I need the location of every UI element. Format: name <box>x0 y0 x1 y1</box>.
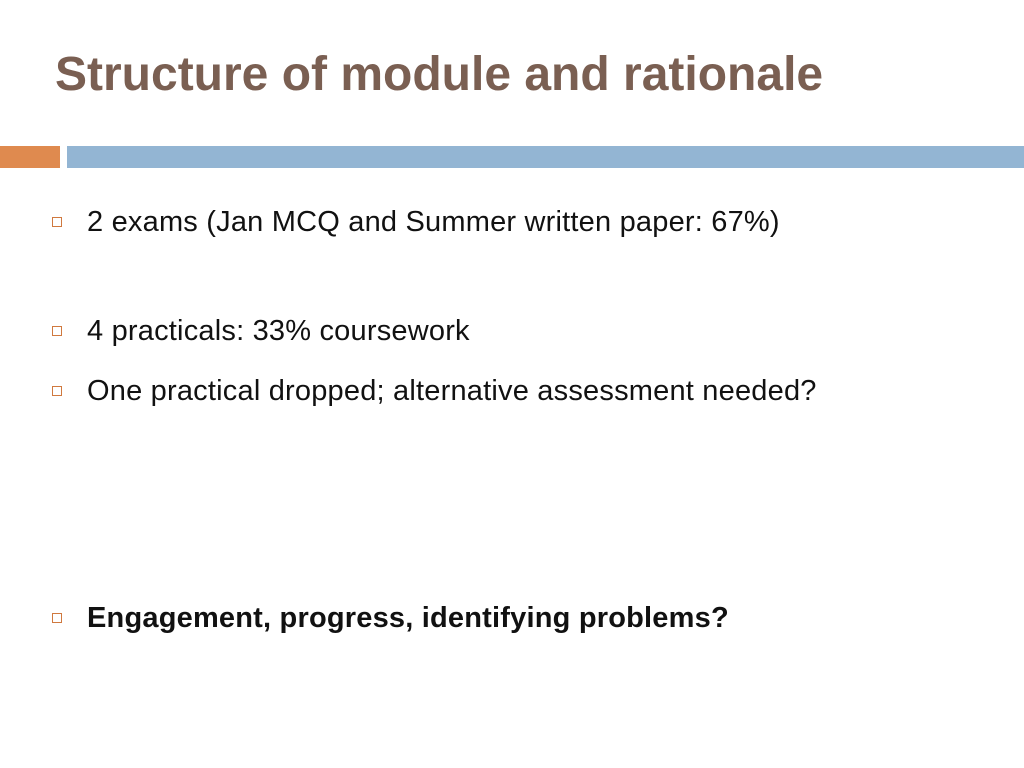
list-item <box>52 369 912 414</box>
bullet-text-emphasis: Engagement, progress, identifying problems? <box>87 602 729 634</box>
bullet-text: 2 exams (Jan MCQ and Summer written paper: 67%) <box>87 206 780 238</box>
hollow-square-icon <box>52 613 62 623</box>
list-item <box>52 200 912 245</box>
hollow-square-icon <box>52 386 62 396</box>
bullet-text: 4 practicals: 33% coursework <box>87 315 470 347</box>
list-item <box>52 596 912 641</box>
slide-title: Structure of module and rationale <box>55 48 824 101</box>
hollow-square-icon <box>52 326 62 336</box>
bullet-text: One practical dropped; alternative assessment needed? <box>87 375 817 407</box>
list-item <box>52 309 912 354</box>
hollow-square-icon <box>52 217 62 227</box>
